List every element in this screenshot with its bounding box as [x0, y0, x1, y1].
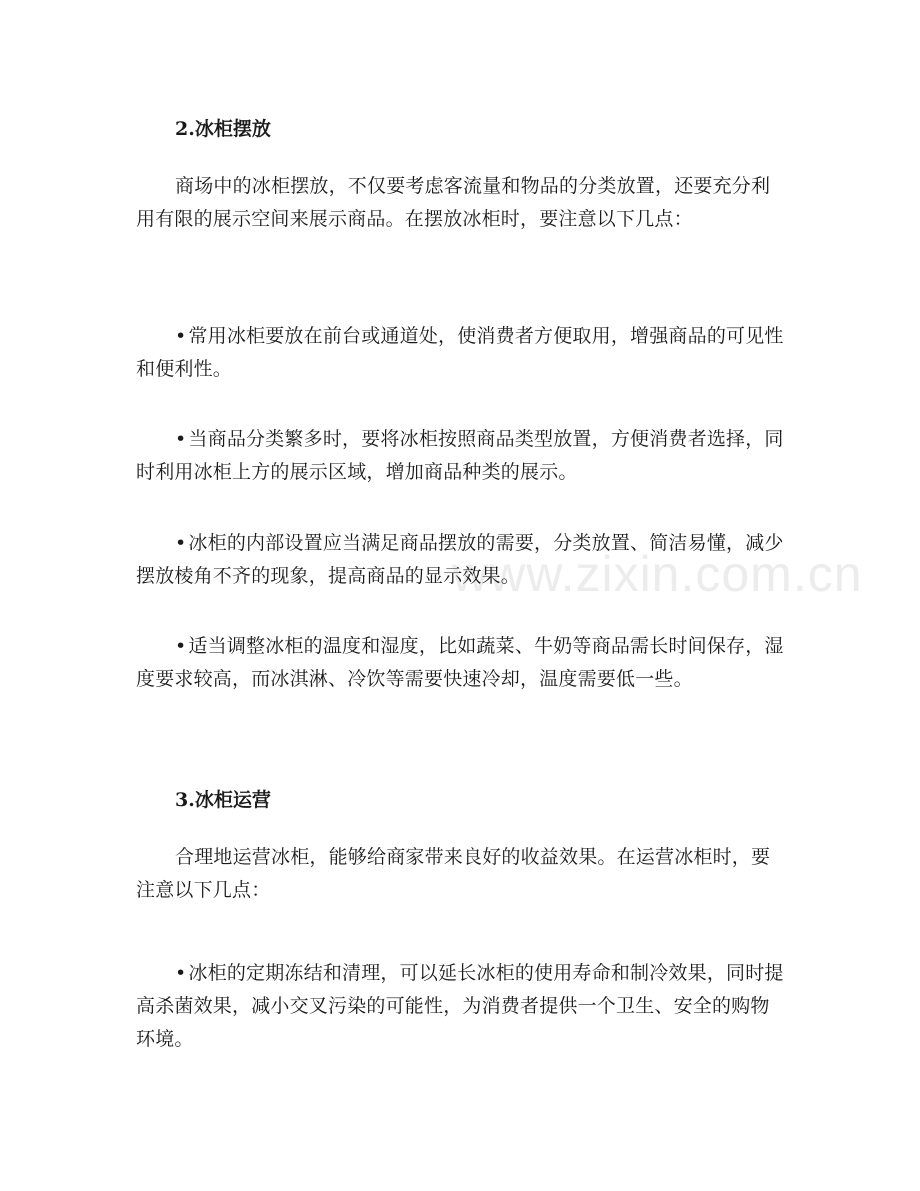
section-3-bullet-1 [136, 957, 786, 1056]
section-2-bullet-2 [136, 423, 786, 489]
section-3-intro: 合理地运营冰柜，能够给商家带来良好的收益效果。在运营冰柜时，要注意以下几点： [136, 846, 771, 901]
section-2-intro: 商场中的冰柜摆放，不仅要考虑客流量和物品的分类放置，还要充分利用有限的展示空间来展示商品。在摆放冰柜时，要注意以下几点： [136, 175, 771, 230]
section-heading-2: 2.冰柜摆放 [175, 118, 271, 140]
section-2-bullet-3 [136, 527, 786, 593]
bullet-text: 常用冰柜要放在前台或通道处，使消费者方便取用，增强商品的可见性和便利性。 [136, 325, 784, 380]
bullet-dot-icon: • [175, 325, 187, 347]
bullet-dot-icon: • [175, 428, 187, 450]
section-heading-3: 3.冰柜运营 [175, 789, 271, 811]
bullet-text: 冰柜的定期冻结和清理，可以延长冰柜的使用寿命和制冷效果，同时提高杀菌效果，减小交叉污染的可能性，为消费者提供一个卫生、安全的购物环境。 [136, 962, 784, 1050]
bullet-text: 当商品分类繁多时，要将冰柜按照商品类型放置，方便消费者选择，同时利用冰柜上方的展示区域，增加商品种类的展示。 [136, 428, 784, 483]
bullet-dot-icon: • [175, 962, 187, 984]
bullet-text: 冰柜的内部设置应当满足商品摆放的需要，分类放置、简洁易懂，减少摆放棱角不齐的现象，提高商品的显示效果。 [136, 532, 784, 587]
bullet-text: 适当调整冰柜的温度和湿度，比如蔬菜、牛奶等商品需长时间保存，湿度要求较高，而冰淇淋、冷饮等需要快速冷却，温度需要低一些。 [136, 635, 784, 690]
section-2-bullet-4 [136, 630, 786, 696]
bullet-dot-icon: • [175, 635, 187, 657]
bullet-dot-icon: • [175, 532, 187, 554]
watermark: www.zixin.com.cn [452, 546, 863, 602]
section-2-bullet-1 [136, 320, 786, 386]
